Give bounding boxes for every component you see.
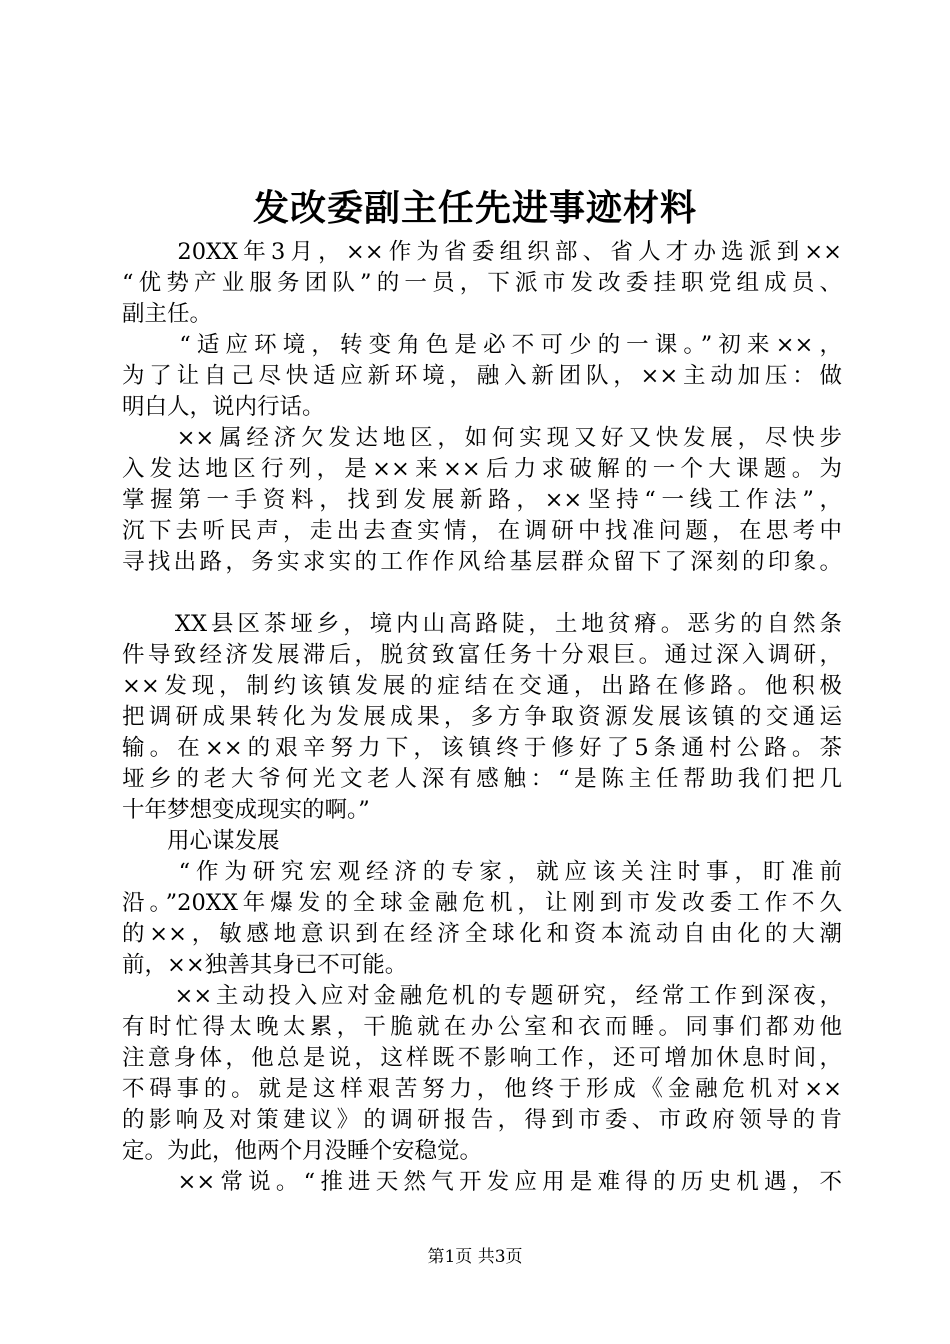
- body-line: 副主任。: [122, 301, 213, 327]
- page-number-footer: 第1页 共3页: [427, 1247, 523, 1267]
- body-line: 20XX年3月，××作为省委组织部、省人才办选派到××: [122, 239, 842, 265]
- section-heading: 用心谋发展: [122, 828, 280, 854]
- body-line: XX县区茶垭乡，境内山高路陡，土地贫瘠。恶劣的自然条: [122, 611, 842, 637]
- body-line: 寻找出路，务实求实的工作作风给基层群众留下了深刻的印象。: [122, 549, 842, 575]
- body-line: 为了让自己尽快适应新环境，融入新团队，××主动加压：做: [122, 363, 842, 389]
- body-line: ××常说。“推进天然气开发应用是难得的历史机遇，不: [122, 1169, 842, 1195]
- body-line: “适应环境，转变角色是必不可少的一课。”初来××，: [122, 332, 842, 358]
- body-line: 件导致经济发展滞后，脱贫致富任务十分艰巨。通过深入调研，: [122, 642, 842, 668]
- body-line: 把调研成果转化为发展成果，多方争取资源发展该镇的交通运: [122, 704, 842, 730]
- body-line: 定。为此，他两个月没睡个安稳觉。: [122, 1138, 483, 1164]
- body-line: “作为研究宏观经济的专家，就应该关注时事，盯准前: [122, 859, 842, 885]
- body-line: 输。在××的艰辛努力下，该镇终于修好了5条通村公路。茶: [122, 735, 842, 761]
- body-line: 沉下去听民声，走出去查实情，在调研中找准问题，在思考中: [122, 518, 842, 544]
- body-line: ××属经济欠发达地区，如何实现又好又快发展，尽快步: [122, 425, 842, 451]
- body-line: 注意身体，他总是说，这样既不影响工作，还可增加休息时间，: [122, 1045, 842, 1071]
- body-line: 入发达地区行列，是××来××后力求破解的一个大课题。为: [122, 456, 842, 482]
- document-body: [122, 237, 842, 1198]
- body-line: 前，××独善其身已不可能。: [122, 952, 408, 978]
- body-line: ××发现，制约该镇发展的症结在交通，出路在修路。他积极: [122, 673, 842, 699]
- body-line: ××主动投入应对金融危机的专题研究，经常工作到深夜，: [122, 983, 842, 1009]
- paragraph-gap: [122, 578, 842, 609]
- body-line: 的××，敏感地意识到在经济全球化和资本流动自由化的大潮: [122, 921, 842, 947]
- body-line: “优势产业服务团队”的一员，下派市发改委挂职党组成员、: [122, 270, 842, 296]
- body-line: 沿。”20XX年爆发的全球金融危机，让刚到市发改委工作不久: [122, 890, 842, 916]
- body-line: 掌握第一手资料，找到发展新路，××坚持“一线工作法”，: [122, 487, 842, 513]
- body-line: 不碍事的。就是这样艰苦努力，他终于形成《金融危机对××: [122, 1076, 842, 1102]
- document-title: 发改委副主任先进事迹材料: [252, 187, 697, 229]
- body-line: 十年梦想变成现实的啊。”: [122, 797, 370, 823]
- body-line: 的影响及对策建议》的调研报告，得到市委、市政府领导的肯: [122, 1107, 842, 1133]
- body-line: 有时忙得太晚太累，干脆就在办公室和衣而睡。同事们都劝他: [122, 1014, 842, 1040]
- body-line: 垭乡的老大爷何光文老人深有感触：“是陈主任帮助我们把几: [122, 766, 842, 792]
- body-line: 明白人，说内行话。: [122, 394, 325, 420]
